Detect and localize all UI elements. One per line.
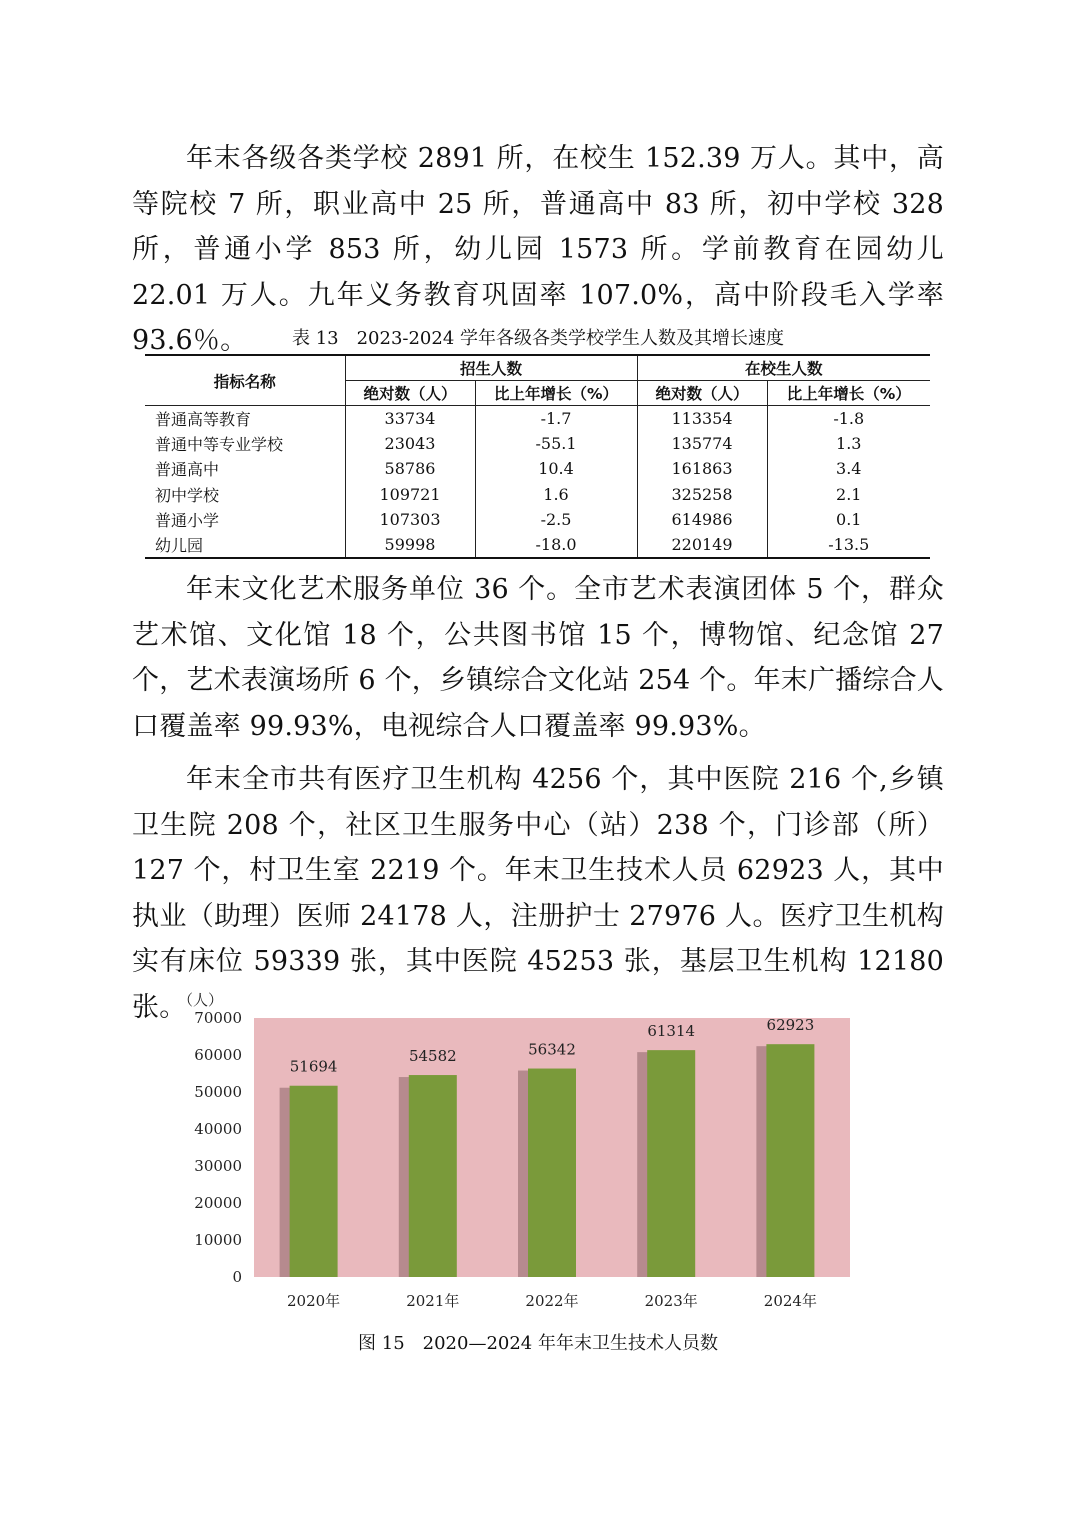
x-tick-label: 2020年 [287,1292,341,1310]
header-enroll-growth: 比上年增长（%） [475,381,637,406]
row-name: 初中学校 [155,485,220,505]
y-tick-label: 60000 [194,1046,242,1064]
bar [528,1069,576,1277]
row-enroll-growth: -1.7 [475,406,637,432]
table-caption: 表 13 2023-2024 学年各级各类学校学生人数及其增长速度 [291,328,785,349]
row-enroll-growth: -55.1 [475,431,637,456]
y-tick-label: 10000 [194,1231,242,1249]
row-name: 幼儿园 [145,532,345,558]
row-enroll: 107303 [345,507,475,532]
data-label: 56342 [528,1040,576,1059]
y-tick-label: 20000 [194,1194,242,1212]
row-inschool: 135774 [637,431,767,456]
bar [647,1050,695,1277]
row-inschool-growth: 2.1 [767,482,930,507]
row-inschool: 325258 [637,482,767,507]
y-tick-label: 40000 [194,1120,242,1138]
row-enroll: 58786 [345,456,475,481]
table-row [145,431,930,456]
row-name: 普通高中 [155,460,220,480]
y-tick-label: 50000 [194,1083,242,1101]
row-enroll: 109721 [345,482,475,507]
paragraph-culture: 年末文化艺术服务单位 36 个。全市艺术表演团体 5 个，群众艺术馆、文化馆 18 个，公共图书馆 15 个，博物馆、纪念馆 27 个，艺术表演场所 6 个，乡镇综合文化站 254 个。年末广播综合人口覆盖率 99.93%，电视综合人口覆盖率 99.93%。 [132,574,944,742]
header-enroll-absolute: 绝对数（人） [345,381,475,406]
y-tick-label: 0 [232,1268,242,1286]
row-enroll-growth: -2.5 [475,507,637,532]
data-label: 61314 [647,1022,696,1041]
data-label: 54582 [408,1047,457,1066]
y-tick-label: 70000 [194,1009,242,1027]
header-inschool-absolute: 绝对数（人） [637,381,767,406]
students-table [145,354,930,559]
row-enroll: 59998 [345,532,475,558]
row-inschool-growth: 1.3 [767,431,930,456]
x-tick-label: 2023年 [644,1292,698,1310]
bar [290,1086,338,1277]
row-enroll-growth: -18.0 [475,532,637,558]
data-label: 51694 [289,1057,338,1076]
header-in-school: 在校生人数 [637,355,930,381]
bar [766,1044,814,1277]
header-inschool-growth: 比上年增长（%） [767,381,930,406]
row-inschool-growth: 0.1 [767,507,930,532]
row-name: 普通中等专业学校 [155,435,284,455]
row-enroll-growth: 10.4 [475,456,637,481]
row-name: 普通高等教育 [155,410,252,430]
y-tick-label: 30000 [194,1157,242,1175]
row-inschool: 113354 [637,406,767,432]
paragraph-health: 年末全市共有医疗卫生机构 4256 个，其中医院 216 个,乡镇卫生院 208 个，社区卫生服务中心（站）238 个，门诊部（所）127 个，村卫生室 2219 个。年末卫生技术人员 62923 人，其中执业（助理）医师 24178 人，注册护士 27976 人。医疗卫生机构实有床位 59339 张，其中医院 45253 张，基层卫生机构 12180 张。 [132,764,944,1023]
header-enrollment: 招生人数 [345,355,637,381]
row-inschool-growth: -13.5 [767,532,930,558]
row-inschool-growth: -1.8 [767,406,930,432]
table-row [145,406,930,432]
row-inschool: 161863 [637,456,767,481]
table-row [145,456,930,481]
row-enroll: 33734 [345,406,475,432]
paragraph-education: 年末各级各类学校 2891 所，在校生 152.39 万人。其中，高等院校 7 所，职业高中 25 所，普通高中 83 所，初中学校 328 所，普通小学 853 所，幼儿园 1573 所。学前教育在园幼儿 22.01 万人。九年义务教育巩固率 107.0%，高中阶段毛入学率 93.6％。 [132,143,944,356]
y-axis-unit-label: （人） [178,991,224,1009]
health-staff-bar-chart [160,985,880,1320]
table-row [145,482,930,507]
x-tick-label: 2022年 [525,1292,579,1310]
row-inschool-growth: 3.4 [767,456,930,481]
table-row [145,532,930,558]
table-row [145,507,930,532]
x-tick-label: 2021年 [406,1292,460,1310]
row-enroll-growth: 1.6 [475,482,637,507]
figure-caption: 图 15 2020—2024 年年末卫生技术人员数 [358,1333,718,1354]
bar [409,1075,457,1277]
row-enroll: 23043 [345,431,475,456]
row-inschool: 220149 [637,532,767,558]
data-label: 62923 [766,1016,815,1035]
header-indicator-name: 指标名称 [145,355,345,406]
row-name: 普通小学 [155,510,220,530]
row-inschool: 614986 [637,507,767,532]
x-tick-label: 2024年 [763,1292,817,1310]
